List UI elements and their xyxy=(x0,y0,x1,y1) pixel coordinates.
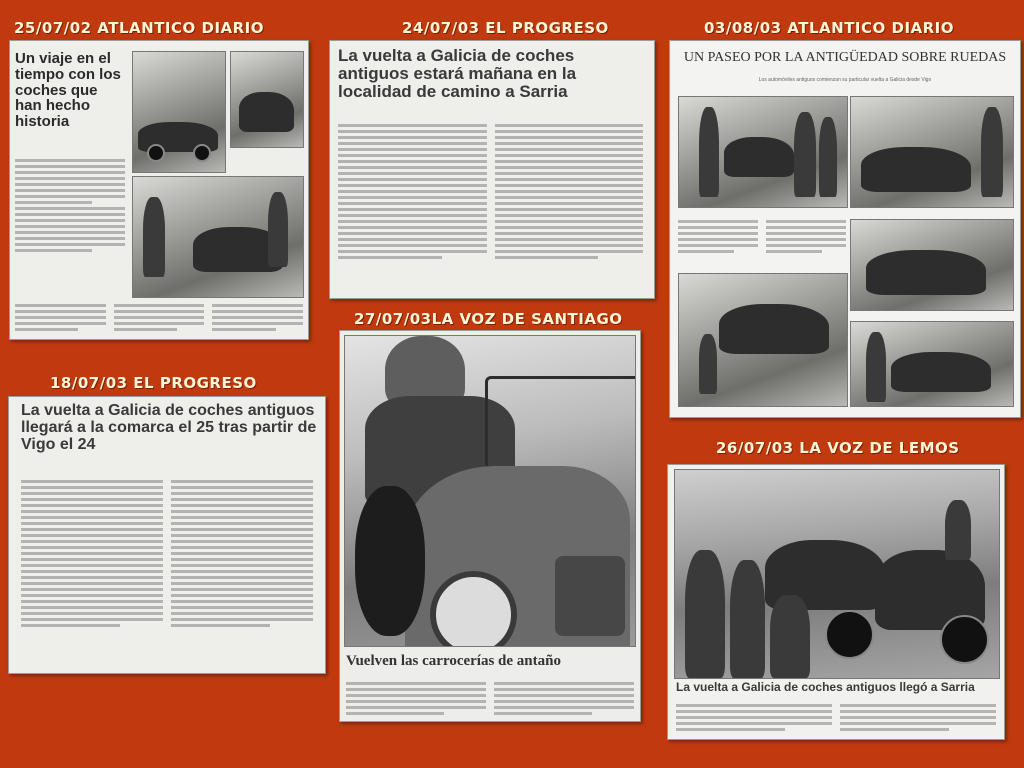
clipping-photo xyxy=(678,96,848,208)
caption-progreso-18: 18/07/03 EL PROGRESO xyxy=(50,374,257,392)
clipping-body xyxy=(15,156,125,255)
caption-atlantico-2002: 25/07/02 ATLANTICO DIARIO xyxy=(14,19,265,37)
clipping-headline: UN PASEO POR LA ANTIGÜEDAD SOBRE RUEDAS xyxy=(683,50,1007,65)
clipping-headline: La vuelta a Galicia de coches antiguos llegará a la comarca el 25 tras partir de Vigo el 24 xyxy=(21,402,317,453)
clipping-atlantico-2003 xyxy=(669,40,1021,418)
clipping-columns xyxy=(678,217,846,256)
clipping-progreso-24 xyxy=(329,40,655,299)
caption-voz-santiago: 27/07/03LA VOZ DE SANTIAGO xyxy=(354,310,623,328)
clipping-headline: Un viaje en el tiempo con los coches que han hecho historia xyxy=(15,50,121,130)
wheel xyxy=(355,486,425,636)
caption-progreso-24: 24/07/03 EL PROGRESO xyxy=(402,19,609,37)
clipping-atlantico-2002 xyxy=(9,40,309,340)
clipping-photo xyxy=(230,51,304,148)
clipping-photo xyxy=(850,219,1014,311)
clipping-progreso-18 xyxy=(8,396,326,674)
clipping-photo xyxy=(344,335,636,647)
clipping-photo xyxy=(678,273,848,407)
clipping-photo xyxy=(850,96,1014,208)
clipping-headline: Vuelven las carrocerías de antaño xyxy=(346,653,561,669)
clipping-photo xyxy=(674,469,1000,679)
clipping-photo xyxy=(132,176,304,298)
caption-atlantico-2003: 03/08/03 ATLANTICO DIARIO xyxy=(704,19,955,37)
clipping-columns xyxy=(338,121,643,262)
clipping-headline: La vuelta a Galicia de coches antiguos llegó a Sarria xyxy=(676,680,975,694)
clipping-columns xyxy=(21,477,313,630)
clipping-voz-lemos xyxy=(667,464,1005,740)
clipping-headline: La vuelta a Galicia de coches antiguos estará mañana en la localidad de camino a Sarria xyxy=(338,46,577,101)
caption-voz-lemos: 26/07/03 LA VOZ DE LEMOS xyxy=(716,439,960,457)
windshield xyxy=(485,376,636,479)
clipping-photo xyxy=(850,321,1014,407)
clipping-voz-santiago xyxy=(339,330,641,722)
clipping-columns xyxy=(676,701,996,734)
clipping-columns xyxy=(15,301,303,334)
clipping-columns xyxy=(346,679,634,718)
clipping-photo xyxy=(132,51,226,173)
radiator xyxy=(555,556,625,636)
clipping-subhead: Los automóviles antiguos comienzan su particular vuelta a Galicia desde Vigo xyxy=(758,77,932,83)
